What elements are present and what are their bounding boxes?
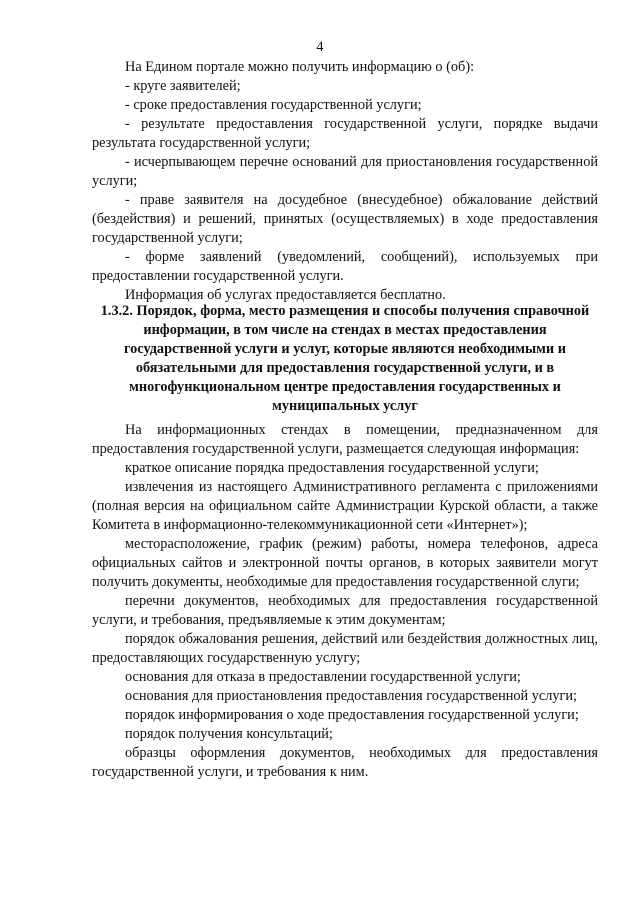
page-number: 4 xyxy=(316,39,324,55)
portal-info-block xyxy=(92,58,598,305)
list-item: порядок получения консультаций; xyxy=(125,726,333,742)
list-item: - форме заявлений (уведомлений, сообщений), используемых при предоставлении государственной услуги. xyxy=(92,249,598,284)
list-item: - круге заявителей; xyxy=(125,78,241,94)
list-item: образцы оформления документов, необходимых для предоставления государственной услуги, и требования к ним. xyxy=(92,745,598,780)
list-item: порядок информирования о ходе предоставления государственной услуги; xyxy=(125,707,579,723)
list-item: извлечения из настоящего Административного регламента с приложениями (полная версия на официальном сайте Администрации Курской области, а также Комитета в информационно-телекоммуникационной сети «Интернет»); xyxy=(92,479,598,533)
list-item: основания для приостановления предоставления государственной услуги; xyxy=(125,688,578,704)
list-item: основания для отказа в предоставлении государственной услуги; xyxy=(125,669,521,685)
list-item: - результате предоставления государственной услуги, порядке выдачи результата государственной услуги; xyxy=(92,116,598,151)
section-heading: 1.3.2. Порядок, форма, место размещения и способы получения справочной информации, в том числе на стендах в местах предоставления государственной услуги и услуг, которые являются необходимыми и обязательными для предоставления государственной услуги, и в многофункциональном центре предоставления государственных и муниципальных услуг xyxy=(100,303,590,414)
list-item: краткое описание порядка предоставления государственной услуги; xyxy=(125,460,539,476)
portal-intro: На Едином портале можно получить информацию о (об): xyxy=(125,59,475,75)
list-item: - сроке предоставления государственной услуги; xyxy=(125,97,422,113)
list-item: перечни документов, необходимых для предоставления государственной услуги, и требования, предъявляемые к этим документам; xyxy=(92,593,598,628)
stands-info-block xyxy=(92,421,598,782)
free-info-note: Информация об услугах предоставляется бесплатно. xyxy=(125,287,446,303)
list-item: - исчерпывающем перечне оснований для приостановления государственной услуги; xyxy=(92,154,598,189)
list-item: порядок обжалования решения, действий или бездействия должностных лиц, предоставляющих государственную услугу; xyxy=(92,631,598,666)
list-item: - праве заявителя на досудебное (внесудебное) обжалование действий (бездействия) и решений, принятых (осуществляемых) в ходе предоставления государственной услуги; xyxy=(92,192,598,246)
list-item: месторасположение, график (режим) работы, номера телефонов, адреса официальных сайтов и электронной почты органов, в которых заявители могут получить документы, необходимые для предоставления государственной слуги; xyxy=(92,536,598,590)
stands-intro: На информационных стендах в помещении, предназначенном для предоставления государственной услуги, размещается следующая информация: xyxy=(92,422,598,457)
section-heading-block xyxy=(92,302,598,416)
